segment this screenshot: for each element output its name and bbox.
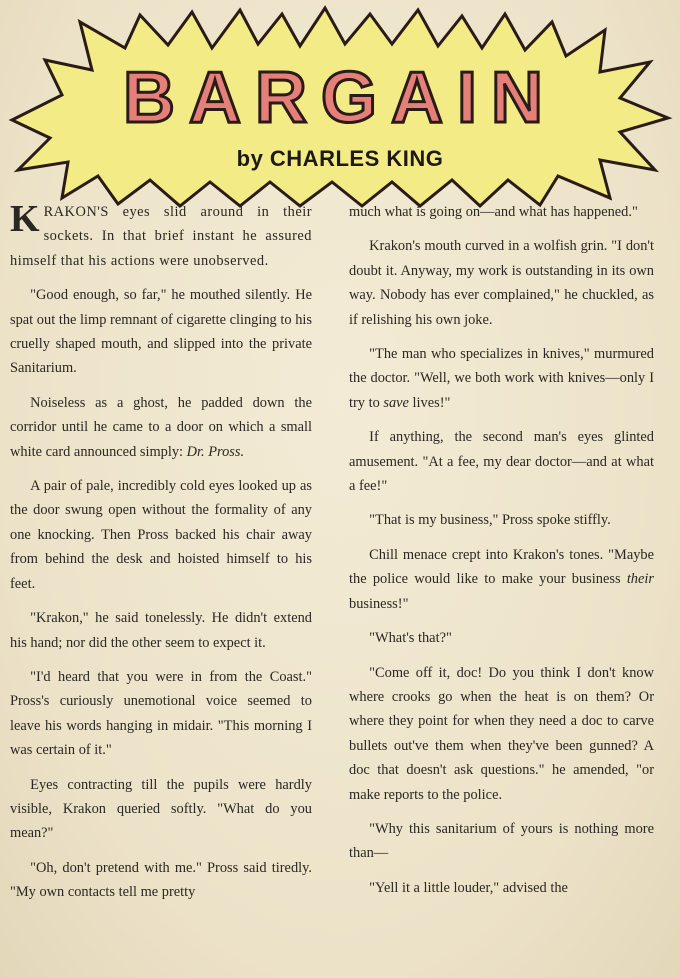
paragraph <box>10 200 312 273</box>
paragraph: "That is my business," Pross spoke stiffly. <box>369 512 611 529</box>
paragraph: "Krakon," he said tonelessly. He didn't extend his hand; nor did the other seem to expect it. <box>10 610 312 651</box>
paragraph: If anything, the second man's eyes glinted amusement. "At a fee, my dear doctor—and at what a fee!" <box>349 429 654 495</box>
emphasis: their <box>626 571 654 588</box>
emphasis: save <box>383 394 409 411</box>
paragraph <box>349 342 654 415</box>
paragraph: "Why this sanitarium of yours is nothing more than— <box>349 820 654 862</box>
paragraph: Eyes contracting till the pupils were hardly visible, Krakon queried softly. "What do you mean?" <box>10 776 312 842</box>
paragraph: "I'd heard that you were in from the Coast." Pross's curiously unemotional voice seemed to leave his words hanging in midair. "This morning I was certain of it." <box>10 668 312 759</box>
paragraph-text: business!" <box>349 595 409 612</box>
paragraph-text: Chill menace crept into Krakon's tones. "Maybe the police would like to make your business <box>349 546 654 588</box>
paragraph-text: lives!" <box>408 394 451 411</box>
paragraph: A pair of pale, incredibly cold eyes looked up as the door swung open without the formality of any one knocking. Then Pross backed his chair away from behind the desk and hoisted himself to his feet. <box>10 478 312 592</box>
story-byline: by CHARLES KING <box>236 146 444 171</box>
drop-cap: K <box>10 198 40 240</box>
paragraph-text: "The man who specializes in knives," murmured the doctor. "Well, we both work with knives—only I try to <box>349 346 654 411</box>
paragraph-text: Noiseless as a ghost, he padded down the corridor until he came to a door on which a small white card announced simply: <box>10 394 312 460</box>
paragraph <box>349 543 654 616</box>
doctor-name-card: Dr. Pross. <box>186 443 245 460</box>
paragraph: "Oh, don't pretend with me." Pross said tiredly. "My own contacts tell me pretty <box>10 859 312 901</box>
right-column <box>349 200 654 910</box>
paragraph: "Come off it, doc! Do you think I don't know where crooks go when the heat is on them? Or where they point for when they need a doc to carve bullets out've them when they've been gunned? A doc that doesn't ask questions." he amended, "or make reports to the police. <box>349 664 654 803</box>
paragraph <box>10 391 312 464</box>
left-column <box>10 200 312 915</box>
paragraph: Krakon's mouth curved in a wolfish grin. "I don't doubt it. Anyway, my work is outstanding in its own way. Nobody has ever complained," he chuckled, as if relishing his own joke. <box>349 238 654 328</box>
paragraph: "Good enough, so far," he mouthed silently. He spat out the limp remnant of cigarette clinging to his cruelly shaped mouth, and slipped into the private Sanitarium. <box>10 287 312 377</box>
story-title: BARGAIN <box>123 58 557 138</box>
paragraph: much what is going on—and what has happened." <box>349 204 638 220</box>
paragraph-text: RAKON'S eyes slid around in their sockets. In that brief instant he assured himself that his actions were unobserved. <box>10 204 312 269</box>
paragraph: "What's that?" <box>369 630 452 647</box>
paragraph: "Yell it a little louder," advised the <box>369 879 568 896</box>
